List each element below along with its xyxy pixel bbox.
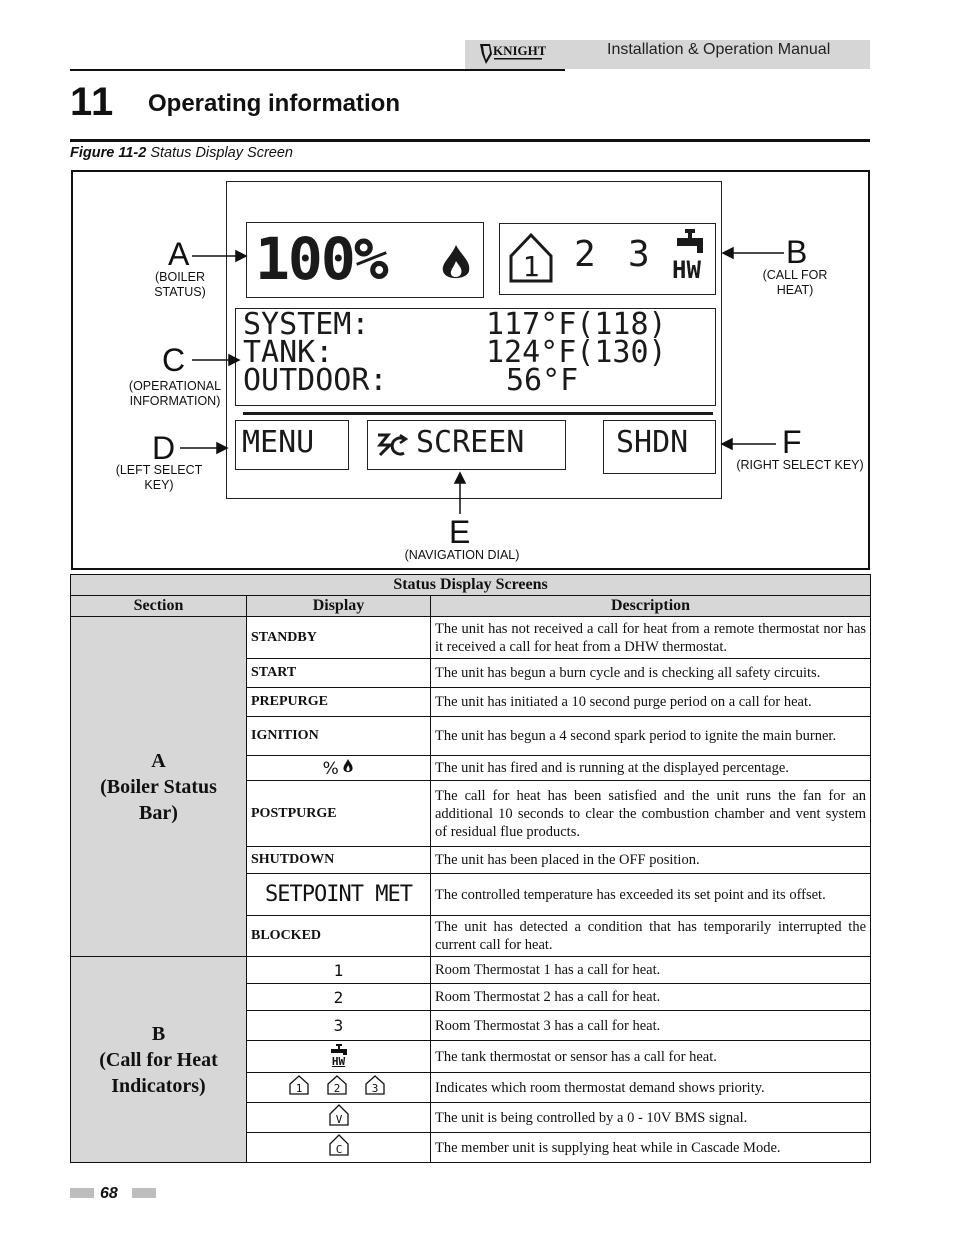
display-cell <box>247 756 431 781</box>
display-cell: 2 <box>247 984 431 1011</box>
house-v-icon <box>328 1103 350 1127</box>
shdn-key-label: SHDN <box>616 425 689 460</box>
svg-text:C: C <box>335 1143 342 1156</box>
description-cell: The unit is being controlled by a 0 - 10V BMS signal. <box>431 1103 871 1133</box>
zone-2-indicator: 2 <box>574 234 596 275</box>
callout-f-desc: (RIGHT SELECT KEY) <box>736 458 864 472</box>
col-header-description: Description <box>431 596 871 617</box>
status-table <box>70 574 871 1163</box>
col-header-section: Section <box>71 596 247 617</box>
faucet-icon <box>329 1044 349 1055</box>
priority-houses-icon <box>284 1074 394 1096</box>
description-cell: Room Thermostat 3 has a call for heat. <box>431 1011 871 1041</box>
page-number: 68 <box>100 1185 118 1202</box>
display-cell: SHUTDOWN <box>247 847 431 874</box>
figure-caption-text: Status Display Screen <box>150 145 293 161</box>
hw-label: HW <box>331 1054 346 1068</box>
description-cell: The unit has fired and is running at the displayed percentage. <box>431 756 871 781</box>
manual-title: Installation & Operation Manual <box>607 41 831 58</box>
display-cell <box>247 1133 431 1163</box>
callout-c-desc: (OPERATIONAL INFORMATION) <box>128 379 222 408</box>
callout-a-letter: A <box>168 236 190 272</box>
description-cell: The tank thermostat or sensor has a call for heat. <box>431 1041 871 1073</box>
display-cell: SETPOINT MET <box>247 874 431 916</box>
display-cell: IGNITION <box>247 717 431 756</box>
display-cell: STANDBY <box>247 617 431 659</box>
chapter-number: 11 <box>70 80 115 124</box>
hw-indicator: HW <box>672 256 701 284</box>
description-cell: The member unit is supplying heat while in Cascade Mode. <box>431 1133 871 1163</box>
menu-key-label: MENU <box>242 425 315 460</box>
percent-symbol: % <box>322 758 339 779</box>
display-cell: START <box>247 659 431 688</box>
description-cell: Room Thermostat 2 has a call for heat. <box>431 984 871 1011</box>
outdoor-value: 56°F <box>506 363 579 398</box>
system-label: SYSTEM: <box>243 307 370 342</box>
table-row <box>71 957 871 984</box>
callout-a-desc: (BOILER STATUS) <box>154 270 206 299</box>
figure-label: Figure 11-2 <box>70 145 147 161</box>
callout-arrows <box>0 0 954 600</box>
description-cell: The unit has not received a call for heat from a remote thermostat nor has it received a call for heat from a DHW thermostat. <box>431 617 871 659</box>
chapter-title: Operating information <box>148 90 400 117</box>
callout-f-letter: F <box>782 424 802 460</box>
description-cell: The unit has detected a condition that has temporarily interrupted the current call for heat. <box>431 916 871 957</box>
display-cell <box>247 1103 431 1133</box>
description-cell: The unit has begun a 4 second spark period to ignite the main burner. <box>431 717 871 756</box>
callout-e-letter: E <box>449 514 471 550</box>
description-cell: Indicates which room thermostat demand shows priority. <box>431 1073 871 1103</box>
col-header-display: Display <box>247 596 431 617</box>
display-cell: 1 <box>247 957 431 984</box>
description-cell: The unit has initiated a 10 second purge period on a call for heat. <box>431 688 871 717</box>
display-cell: POSTPURGE <box>247 781 431 847</box>
callout-b-desc: (CALL FOR HEAT) <box>762 268 828 297</box>
zone-3-indicator: 3 <box>628 234 650 275</box>
display-cell: 3 <box>247 1011 431 1041</box>
firing-percent: 100% <box>255 225 387 293</box>
svg-text:3: 3 <box>371 1082 378 1095</box>
house-c-icon <box>328 1133 350 1157</box>
callout-d-letter: D <box>152 430 176 466</box>
tank-label: TANK: <box>243 335 334 370</box>
description-cell: The unit has been placed in the OFF position. <box>431 847 871 874</box>
section-b-label: B (Call for Heat Indicators) <box>71 957 247 1163</box>
svg-text:KNIGHT: KNIGHT <box>493 43 546 58</box>
table-row <box>71 617 871 659</box>
callout-c-letter: C <box>162 342 186 378</box>
svg-text:1: 1 <box>522 250 540 283</box>
svg-text:V: V <box>335 1113 342 1126</box>
description-cell: The controlled temperature has exceeded its set point and its offset. <box>431 874 871 916</box>
callout-e-desc: (NAVIGATION DIAL) <box>404 548 520 562</box>
footer-bar-left <box>70 1188 94 1198</box>
display-cell: BLOCKED <box>247 916 431 957</box>
display-cell <box>247 1073 431 1103</box>
callout-b-letter: B <box>786 234 808 270</box>
description-cell: The unit has begun a burn cycle and is checking all safety circuits. <box>431 659 871 688</box>
description-cell: Room Thermostat 1 has a call for heat. <box>431 957 871 984</box>
section-a-label: A (Boiler Status Bar) <box>71 617 247 957</box>
svg-text:1: 1 <box>295 1082 302 1095</box>
screen-key-label: SCREEN <box>416 425 525 460</box>
outdoor-label: OUTDOOR: <box>243 363 388 398</box>
table-title: Status Display Screens <box>71 575 871 596</box>
callout-d-desc: (LEFT SELECT KEY) <box>115 463 203 492</box>
tank-value: 124°F(130) <box>486 335 667 370</box>
footer-bar-right <box>132 1188 156 1198</box>
flame-icon <box>342 758 354 774</box>
system-value: 117°F(118) <box>486 307 667 342</box>
description-cell: The call for heat has been satisfied and the unit runs the fan for an additional 10 seconds to clear the combustion chamber and vent system of residual flue products. <box>431 781 871 847</box>
display-cell <box>247 1041 431 1073</box>
svg-text:2: 2 <box>333 1082 340 1095</box>
display-cell: PREPURGE <box>247 688 431 717</box>
